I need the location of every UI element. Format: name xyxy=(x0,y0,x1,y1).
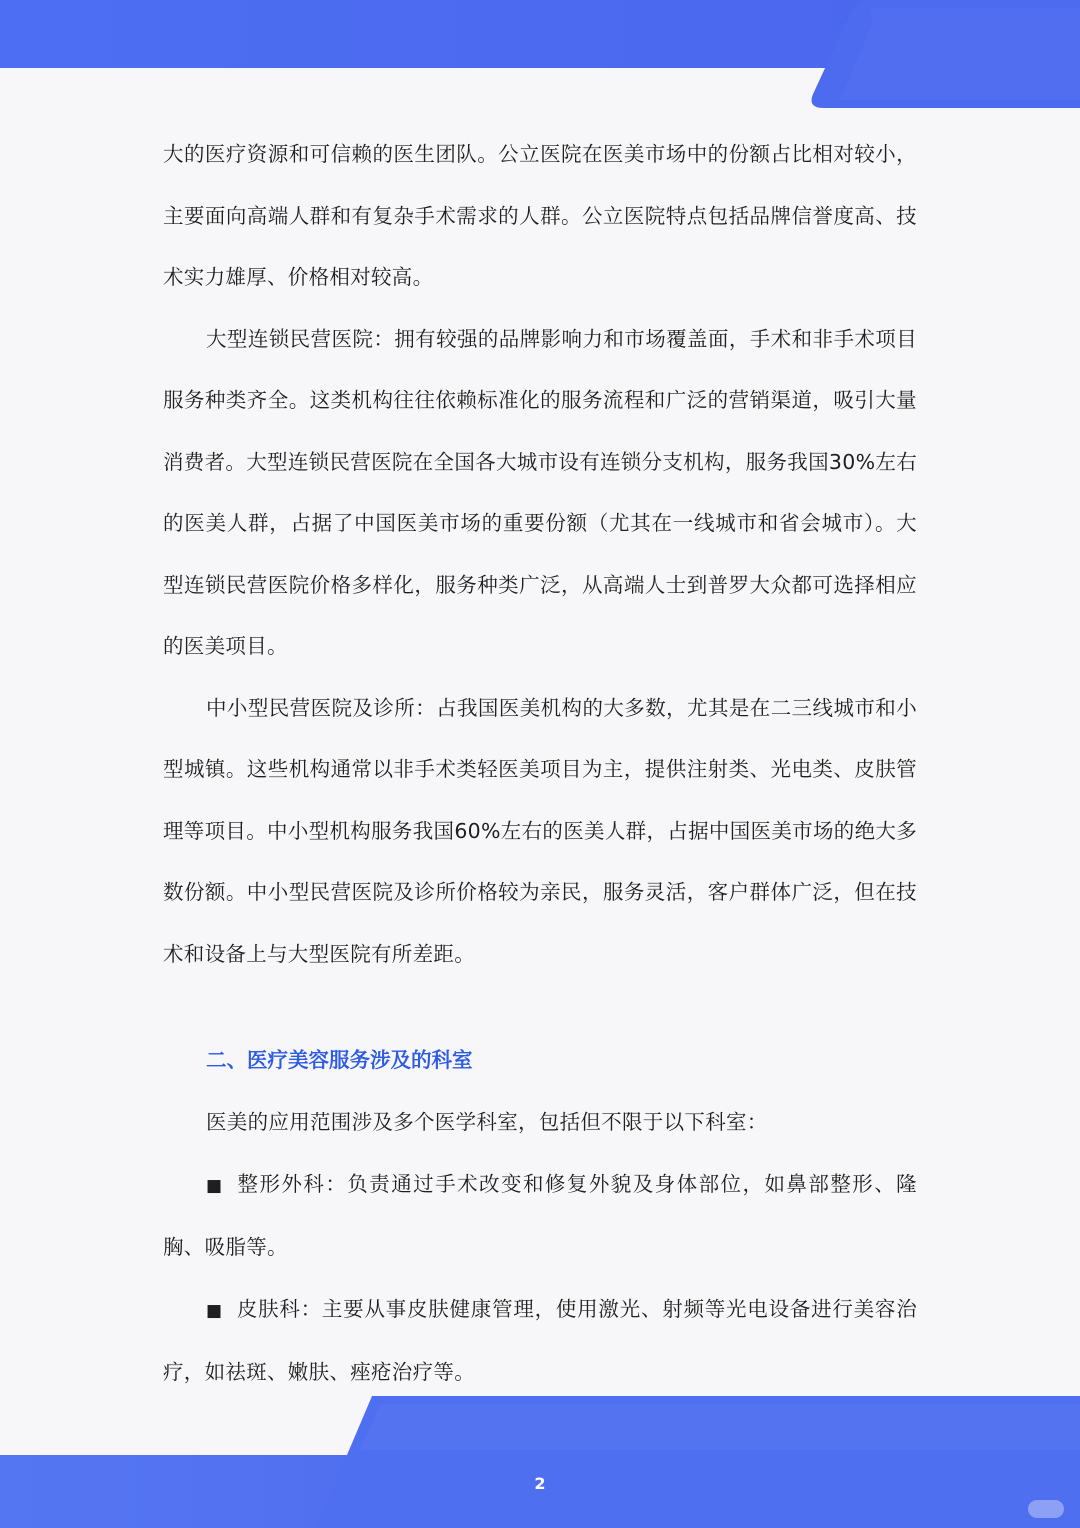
paragraph-large-chain-hospitals: 大型连锁民营医院：拥有较强的品牌影响力和市场覆盖面，手术和非手术项目服务种类齐全。这类机构往往依赖标准化的服务流程和广泛的营销渠道，吸引大量消费者。大型连锁民营医院在全国各大城市设有连锁分支机构，服务我国30%左右的医美人群，占据了中国医美市场的重要份额（尤其在一线城市和省会城市）。大型连锁民营医院价格多样化，服务种类广泛，从高端人士到普罗大众都可选择相应的医美项目。 xyxy=(163,326,917,658)
section-heading: 二、医疗美容服务涉及的科室 xyxy=(206,1048,473,1072)
top-banner-tab-light xyxy=(840,8,1080,100)
bullet-text-plastic-surgery: 整形外科：负责通过手术改变和修复外貌及身体部位，如鼻部整形、隆胸、吸脂等。 xyxy=(163,1171,917,1259)
bullet-text-dermatology: 皮肤科：主要从事皮肤健康管理，使用激光、射频等光电设备进行美容治疗，如祛斑、嫩肤、痤疮治疗等。 xyxy=(163,1296,917,1384)
paragraph-continued: 大的医疗资源和可信赖的医生团队。公立医院在医美市场中的份额占比相对较小，主要面向高端人群和有复杂手术需求的人群。公立医院特点包括品牌信誉度高、技术实力雄厚、价格相对较高。 xyxy=(163,142,917,289)
bullet-item xyxy=(163,1154,917,1279)
bottom-banner-tab-light xyxy=(360,1404,1080,1450)
bullet-square-icon: ■ xyxy=(206,1175,224,1196)
page-number: 2 xyxy=(534,1474,546,1493)
bullet-square-icon: ■ xyxy=(206,1300,223,1321)
intro-paragraph: 医美的应用范围涉及多个医学科室，包括但不限于以下科室： xyxy=(206,1110,768,1134)
paragraph-small-clinics: 中小型民营医院及诊所：占我国医美机构的大多数，尤其是在二三线城市和小型城镇。这些机构通常以非手术类轻医美项目为主，提供注射类、光电类、皮肤管理等项目。中小型机构服务我国60%左右的医美人群，占据中国医美市场的绝大多数份额。中小型民营医院及诊所价格较为亲民，服务灵活，客户群体广泛，但在技术和设备上与大型医院有所差距。 xyxy=(163,695,917,966)
watermark-badge xyxy=(1028,1500,1064,1518)
document-body xyxy=(163,124,917,1404)
bullet-item xyxy=(163,1279,917,1404)
